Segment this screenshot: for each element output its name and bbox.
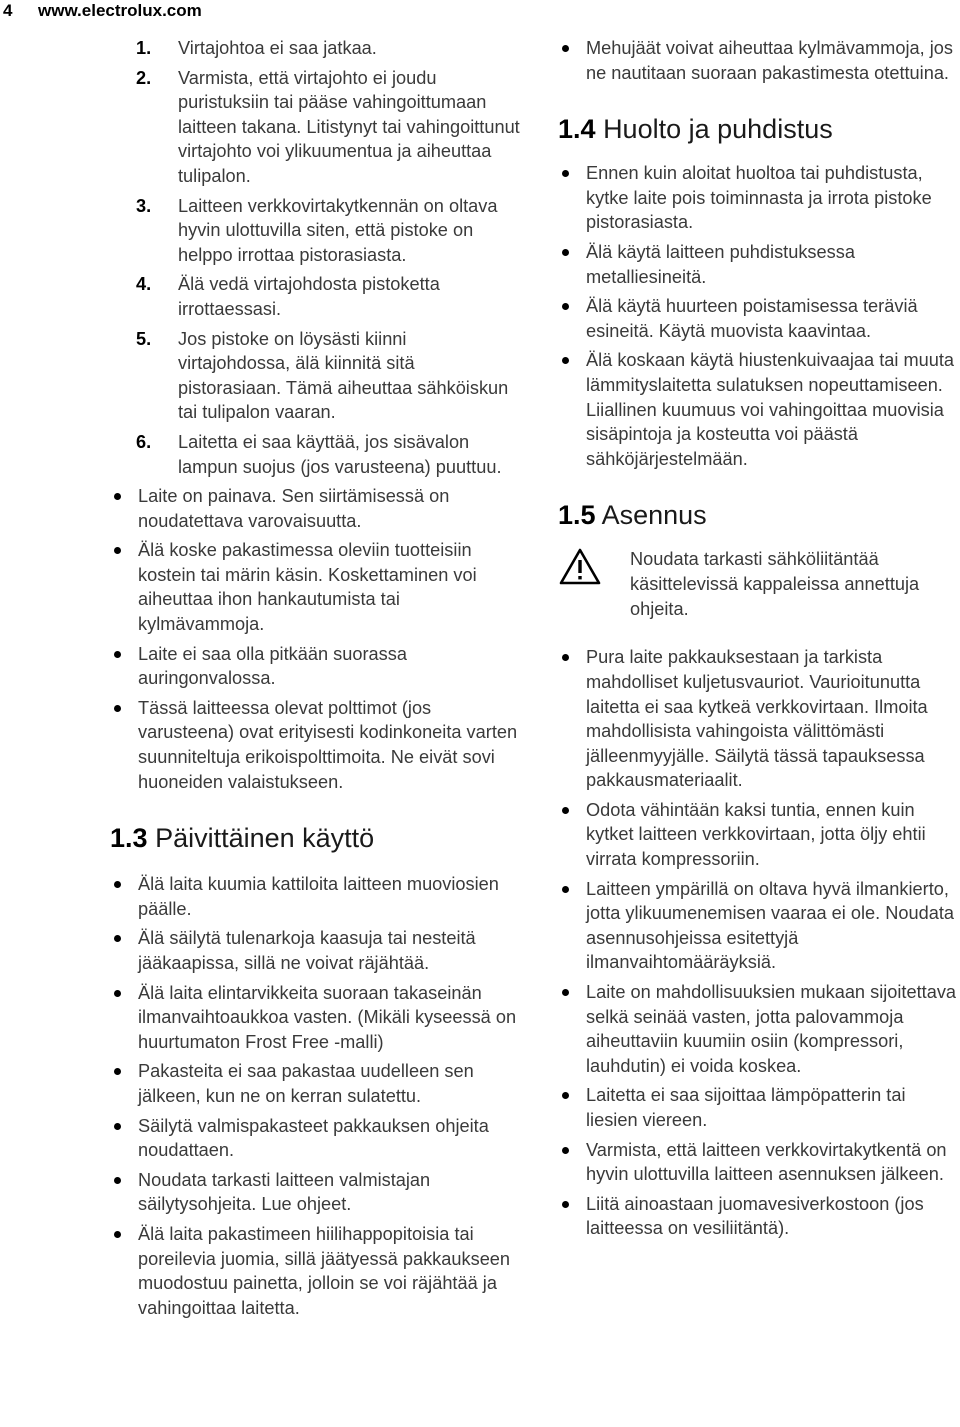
item-text: Laite ei saa olla pitkään suorassa auringonvalossa. xyxy=(138,643,407,689)
list-item xyxy=(558,1138,958,1187)
item-text: Älä säilytä tulenarkoja kaasuja tai nesteitä jääkaapissa, sillä ne voivat räjähtää. xyxy=(138,928,476,973)
bullet-icon xyxy=(114,881,121,888)
bullet-list xyxy=(558,161,958,471)
list-item xyxy=(110,272,520,321)
item-text: Ennen kuin aloitat huoltoa tai puhdistusta, kytke laite pois toiminnasta ja irrota pistoke pistorasiasta. xyxy=(586,163,932,233)
list-item xyxy=(558,36,958,85)
item-number: 6. xyxy=(136,431,152,452)
list-item xyxy=(110,430,520,479)
section-heading xyxy=(110,822,520,854)
item-text: Laitetta ei saa sijoittaa lämpöpatterin tai liesien viereen. xyxy=(586,1085,906,1130)
list-item xyxy=(110,194,520,268)
section-title: Päivittäinen käyttö xyxy=(155,823,375,854)
item-text: Pakasteita ei saa pakastaa uudelleen sen jälkeen, kun ne on kerran sulatettu. xyxy=(138,1061,474,1106)
bullet-icon xyxy=(114,493,121,500)
item-text: Tässä laitteessa olevat polttimot (jos varusteena) ovat erityisesti kodinkoneita varten suunniteltuja erikoispolttimoita. Ne eivät sovi huoneiden valaistukseen. xyxy=(138,697,518,792)
item-text: Jos pistoke on löysästi kiinni virtajohdossa, älä kiinnitä sitä pistorasiaan. Tämä aiheuttaa sähköiskun tai tulipalon vaaran. xyxy=(178,328,509,423)
item-text: Älä laita elintarvikkeita suoraan takaseinän ilmanvaihtoaukkoa vasten. (Mikäli kyseessä on huurtumaton Frost Free -malli) xyxy=(138,982,517,1052)
bullet-icon xyxy=(114,1123,121,1130)
list-item xyxy=(110,926,520,975)
item-number: 2. xyxy=(136,67,152,88)
list-item xyxy=(558,294,958,343)
list-item xyxy=(110,696,520,794)
bullet-icon xyxy=(114,935,121,942)
section-heading xyxy=(558,113,958,145)
item-text: Laitteen verkkovirtakytkennän on oltava hyvin ulottuvilla siten, että pistoke on helppo irrottaa pistorasiasta. xyxy=(178,195,498,265)
left-column xyxy=(110,36,520,1325)
list-item xyxy=(558,348,958,471)
bullet-icon xyxy=(114,990,121,997)
list-item xyxy=(110,1059,520,1108)
item-number: 1. xyxy=(136,38,152,58)
list-item xyxy=(558,645,958,793)
item-text: Älä laita kuumia kattiloita laitteen muoviosien päälle. xyxy=(138,874,499,919)
list-item xyxy=(558,980,958,1078)
section-number: 1.3 xyxy=(110,823,148,854)
bullet-icon xyxy=(562,807,569,814)
right-column xyxy=(558,36,958,1246)
list-item xyxy=(110,1222,520,1320)
item-text: Varmista, että virtajohto ei joudu puristuksiin tai pääse vahingoittumaan laitteen takana. Litistynyt tai vahingoittunut virtajohto voi ylikuumentua ja aiheuttaa tulipalon. xyxy=(178,67,520,186)
warning-triangle-icon xyxy=(558,547,602,587)
bullet-icon xyxy=(114,705,121,712)
list-item xyxy=(110,484,520,533)
bullet-icon xyxy=(114,1231,121,1238)
bullet-icon xyxy=(562,170,569,177)
bullet-icon xyxy=(562,1147,569,1154)
bullet-icon xyxy=(562,989,569,996)
bullet-icon xyxy=(114,1177,121,1184)
item-text: Älä koskaan käytä hiustenkuivaajaa tai muuta lämmityslaitetta sulatuksen nopeuttamiseen. Liiallinen kuumuus voi vahingoittaa muovisia sisäpintoja ja kosteutta voi päästä sähköjärjestelmään. xyxy=(586,350,955,469)
list-item xyxy=(110,1168,520,1217)
bullet-list xyxy=(558,36,958,85)
list-item xyxy=(558,161,958,235)
section-title: Huolto ja puhdistus xyxy=(603,114,833,145)
warning-box xyxy=(558,547,958,627)
bullet-icon xyxy=(114,1068,121,1075)
bullet-icon xyxy=(562,357,569,364)
site-url: www.electrolux.com xyxy=(38,1,202,20)
section-number: 1.4 xyxy=(558,114,596,145)
section-heading xyxy=(558,499,958,531)
list-item xyxy=(110,981,520,1055)
bullet-icon xyxy=(562,249,569,256)
list-item xyxy=(110,872,520,921)
page-number: 4 xyxy=(3,1,13,20)
list-item xyxy=(110,66,520,189)
list-item xyxy=(558,1192,958,1241)
item-text: Virtajohtoa ei saa jatkaa. xyxy=(178,38,377,58)
item-text: Säilytä valmispakasteet pakkauksen ohjeita noudattaen. xyxy=(138,1115,489,1161)
item-number: 4. xyxy=(136,274,152,295)
item-text: Odota vähintään kaksi tuntia, ennen kuin kytket laitteen verkkovirtaan, jotta öljy ehtii virrata kompressoriin. xyxy=(586,799,926,870)
warning-text: Noudata tarkasti sähköliitäntää käsittelevissä kappaleissa annettuja ohjeita. xyxy=(630,549,920,619)
item-text: Noudata tarkasti laitteen valmistajan säilytysohjeita. Lue ohjeet. xyxy=(138,1169,431,1215)
item-text: Liitä ainoastaan juomavesiverkostoon (jos laitteessa on vesiliitäntä). xyxy=(586,1193,924,1239)
list-item xyxy=(558,798,958,872)
bullet-icon xyxy=(562,1201,569,1208)
bullet-icon xyxy=(562,45,569,52)
numbered-list xyxy=(110,36,520,479)
item-text: Älä käytä huurteen poistamisessa teräviä esineitä. Käytä muovista kaavintaa. xyxy=(586,296,918,341)
bullet-icon xyxy=(562,654,569,661)
bullet-list xyxy=(558,645,958,1241)
list-item xyxy=(558,1083,958,1132)
list-item xyxy=(110,538,520,636)
bullet-icon xyxy=(562,1092,569,1099)
item-text: Mehujäät voivat aiheuttaa kylmävammoja, jos ne nautitaan suoraan pakastimesta otettuina. xyxy=(586,38,953,83)
bullet-icon xyxy=(562,303,569,310)
list-item xyxy=(558,240,958,289)
item-number: 3. xyxy=(136,195,152,216)
list-item xyxy=(110,327,520,425)
item-text: Älä käytä laitteen puhdistuksessa metalliesineitä. xyxy=(586,241,855,287)
item-text: Varmista, että laitteen verkkovirtakytkentä on hyvin ulottuvilla laitteen asennuksen jälkeen. xyxy=(586,1139,947,1185)
section-number: 1.5 xyxy=(558,500,596,531)
bullet-icon xyxy=(114,547,121,554)
section-title: Asennus xyxy=(601,500,707,531)
item-text: Laite on painava. Sen siirtämisessä on noudatettava varovaisuutta. xyxy=(138,486,450,531)
list-item xyxy=(110,1114,520,1163)
item-text: Laitteen ympärillä on oltava hyvä ilmankierto, jotta ylikuumenemisen vaaraa ei ole. Noudata asennusohjeissa esitettyjä ilmanvaihtomääräyksiä. xyxy=(586,878,955,973)
item-text: Pura laite pakkauksestaan ja tarkista mahdolliset kuljetusvauriot. Vaurioitunutta laitetta ei saa kytkeä verkkovirtaan. Ilmoita mahdollisista vahingoista välittömästi jälleenmyyjälle. Säilytä tässä tapauksessa pakkausmateriaalit. xyxy=(586,647,928,791)
bullet-icon xyxy=(562,886,569,893)
list-item xyxy=(558,877,958,975)
item-text: Älä laita pakastimeen hiilihappopitoisia tai poreilevia juomia, sillä jäätyessä pakkaukseen muodostuu painetta, jolloin se voi räjähtää ja vahingoittaa laitetta. xyxy=(138,1223,511,1318)
bullet-list xyxy=(110,872,520,1320)
item-text: Älä koske pakastimessa oleviin tuotteisiin kostein tai märin käsin. Koskettaminen voi aiheuttaa ihon hankautumista tai kylmävammoja. xyxy=(138,540,477,635)
list-item xyxy=(110,642,520,691)
item-number: 5. xyxy=(136,328,152,349)
item-text: Älä vedä virtajohdosta pistoketta irrottaessasi. xyxy=(178,274,440,319)
bullet-icon xyxy=(114,651,121,658)
list-item xyxy=(110,36,520,61)
bullet-list xyxy=(110,484,520,794)
item-text: Laitetta ei saa käyttää, jos sisävalon lampun suojus (jos varusteena) puuttuu. xyxy=(178,431,502,477)
item-text: Laite on mahdollisuuksien mukaan sijoitettava selkä seinää vasten, jotta palovammoja aiheuttaviin kuumiin osiin (kompressori, lauhdutin) ei voida koskea. xyxy=(586,982,957,1076)
